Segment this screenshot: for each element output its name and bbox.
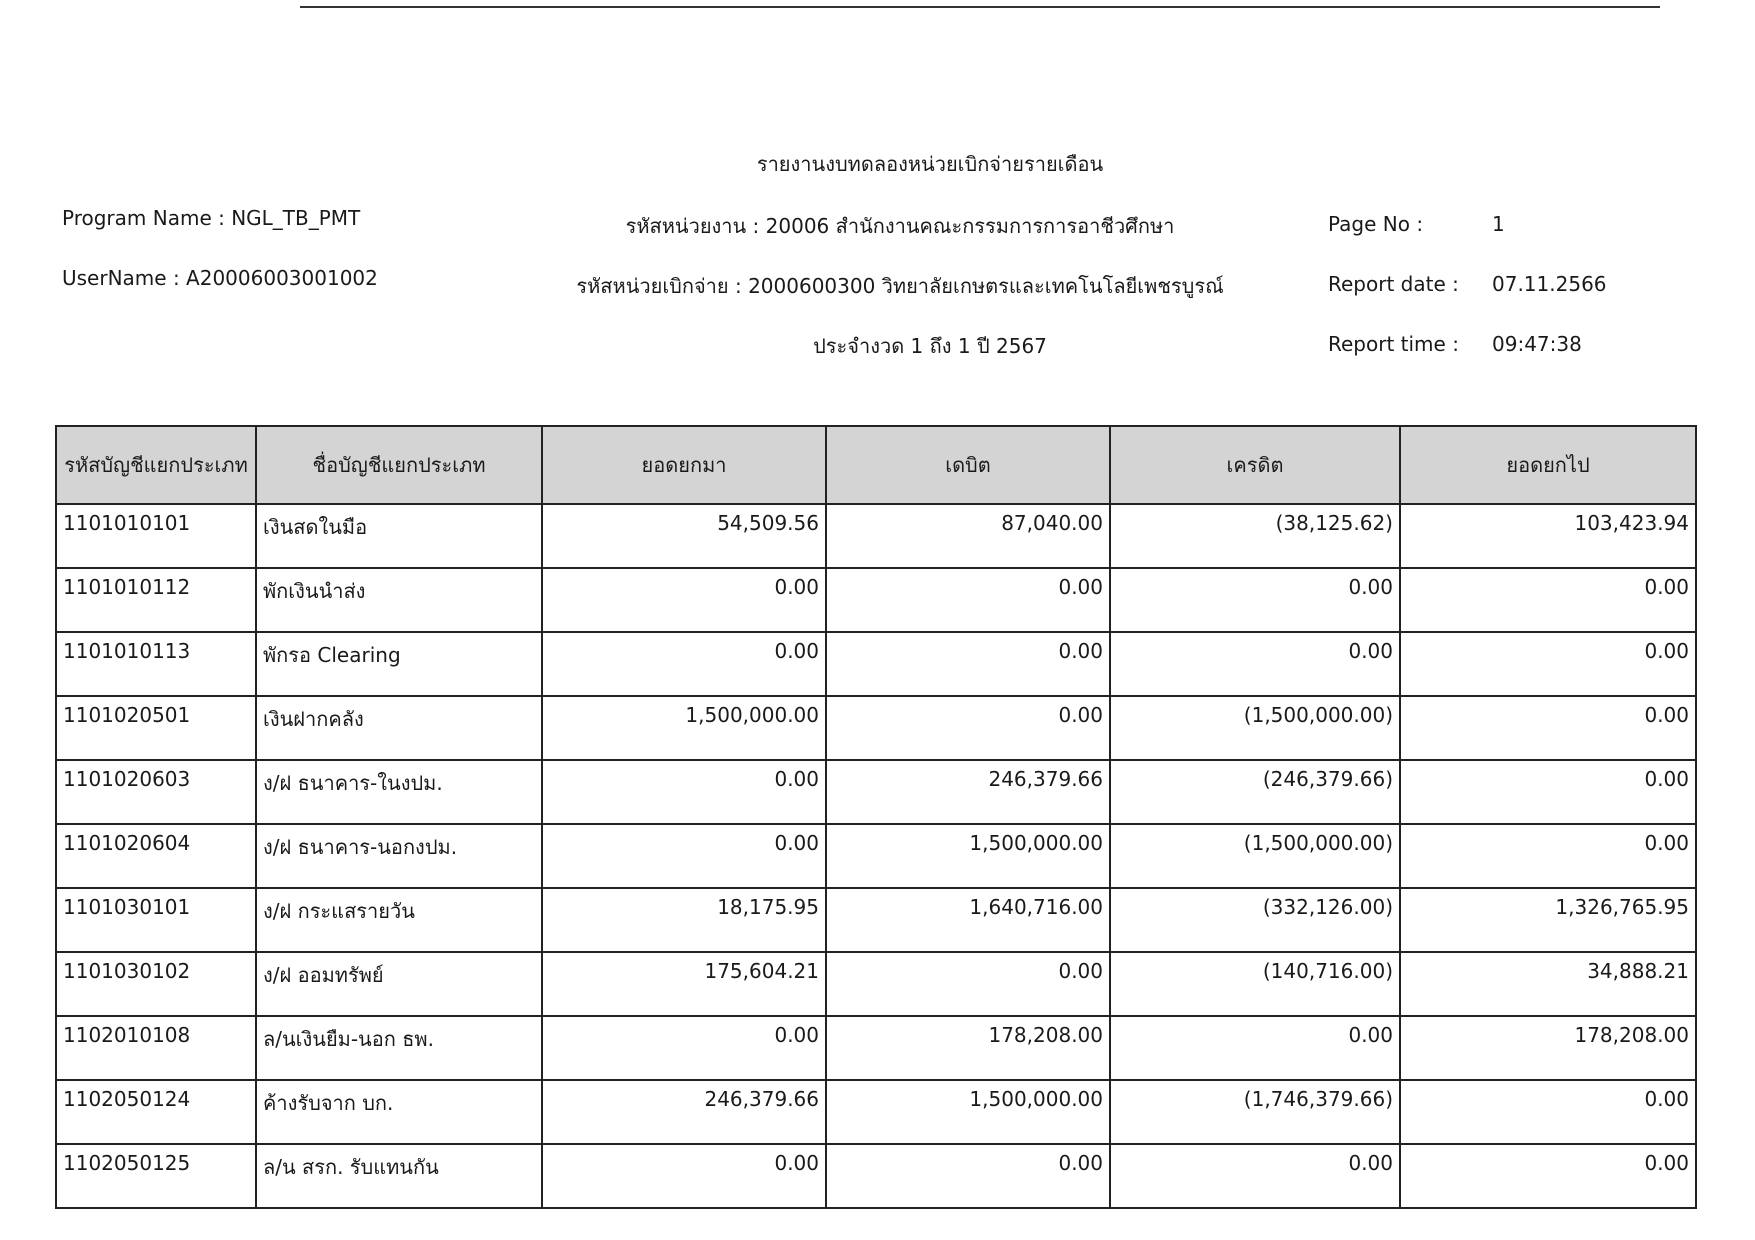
brought-forward: 0.00 xyxy=(542,760,826,824)
account-name: ง/ฝ ธนาคาร-นอกงปม. xyxy=(256,824,542,888)
table-row xyxy=(56,1144,1696,1208)
credit: (140,716.00) xyxy=(1110,952,1400,1016)
report-date-label: Report date : xyxy=(1328,272,1459,296)
debit: 0.00 xyxy=(826,1144,1110,1208)
carried-forward: 0.00 xyxy=(1400,632,1696,696)
debit: 0.00 xyxy=(826,952,1110,1016)
brought-forward: 0.00 xyxy=(542,632,826,696)
debit: 0.00 xyxy=(826,696,1110,760)
debit: 87,040.00 xyxy=(826,504,1110,568)
account-code: 1101030102 xyxy=(56,952,256,1016)
credit: 0.00 xyxy=(1110,1144,1400,1208)
trial-balance-table xyxy=(55,425,1697,1209)
carried-forward: 178,208.00 xyxy=(1400,1016,1696,1080)
col-credit: เครดิต xyxy=(1110,426,1400,504)
brought-forward: 54,509.56 xyxy=(542,504,826,568)
carried-forward: 0.00 xyxy=(1400,696,1696,760)
debit: 1,500,000.00 xyxy=(826,824,1110,888)
account-name: พักเงินนำส่ง xyxy=(256,568,542,632)
credit: 0.00 xyxy=(1110,632,1400,696)
account-name: ล/นเงินยืม-นอก ธพ. xyxy=(256,1016,542,1080)
account-name: เงินฝากคลัง xyxy=(256,696,542,760)
account-name: ค้างรับจาก บก. xyxy=(256,1080,542,1144)
carried-forward: 0.00 xyxy=(1400,1144,1696,1208)
credit: 0.00 xyxy=(1110,568,1400,632)
table-row xyxy=(56,504,1696,568)
carried-forward: 103,423.94 xyxy=(1400,504,1696,568)
carried-forward: 0.00 xyxy=(1400,568,1696,632)
carried-forward: 0.00 xyxy=(1400,1080,1696,1144)
brought-forward: 0.00 xyxy=(542,568,826,632)
table-row xyxy=(56,824,1696,888)
credit: (1,500,000.00) xyxy=(1110,824,1400,888)
col-account-name: ชื่อบัญชีแยกประเภท xyxy=(256,426,542,504)
program-name: Program Name : NGL_TB_PMT xyxy=(62,206,361,230)
account-code: 1102050124 xyxy=(56,1080,256,1144)
credit: (1,500,000.00) xyxy=(1110,696,1400,760)
table-header-row xyxy=(56,426,1696,504)
top-rule xyxy=(300,6,1660,8)
brought-forward: 18,175.95 xyxy=(542,888,826,952)
account-code: 1101020501 xyxy=(56,696,256,760)
brought-forward: 0.00 xyxy=(542,1144,826,1208)
report-time: 09:47:38 xyxy=(1492,332,1582,356)
account-code: 1101020603 xyxy=(56,760,256,824)
account-name: ง/ฝ ธนาคาร-ในงปม. xyxy=(256,760,542,824)
account-code: 1101010113 xyxy=(56,632,256,696)
carried-forward: 1,326,765.95 xyxy=(1400,888,1696,952)
brought-forward: 0.00 xyxy=(542,824,826,888)
brought-forward: 246,379.66 xyxy=(542,1080,826,1144)
account-name: เงินสดในมือ xyxy=(256,504,542,568)
credit: (38,125.62) xyxy=(1110,504,1400,568)
account-name: พักรอ Clearing xyxy=(256,632,542,696)
account-code: 1101010101 xyxy=(56,504,256,568)
table-row xyxy=(56,952,1696,1016)
credit: (1,746,379.66) xyxy=(1110,1080,1400,1144)
brought-forward: 1,500,000.00 xyxy=(542,696,826,760)
table-row xyxy=(56,632,1696,696)
credit: (332,126.00) xyxy=(1110,888,1400,952)
table-row xyxy=(56,888,1696,952)
agency-code: รหัสหน่วยงาน : 20006 สำนักงานคณะกรรมการการอาชีวศึกษา xyxy=(625,214,1175,238)
table-row xyxy=(56,1080,1696,1144)
debit: 0.00 xyxy=(826,632,1110,696)
credit: (246,379.66) xyxy=(1110,760,1400,824)
account-code: 1101020604 xyxy=(56,824,256,888)
table-row xyxy=(56,696,1696,760)
account-code: 1101030101 xyxy=(56,888,256,952)
account-code: 1102050125 xyxy=(56,1144,256,1208)
page-no: 1 xyxy=(1492,212,1505,236)
brought-forward: 175,604.21 xyxy=(542,952,826,1016)
report-title: รายงานงบทดลองหน่วยเบิกจ่ายรายเดือน xyxy=(756,152,1104,176)
account-name: ง/ฝ ออมทรัพย์ xyxy=(256,952,542,1016)
col-carried-forward: ยอดยกไป xyxy=(1400,426,1696,504)
col-debit: เดบิต xyxy=(826,426,1110,504)
table-row xyxy=(56,1016,1696,1080)
report-date: 07.11.2566 xyxy=(1492,272,1607,296)
col-brought-forward: ยอดยกมา xyxy=(542,426,826,504)
account-code: 1102010108 xyxy=(56,1016,256,1080)
table-row xyxy=(56,568,1696,632)
account-code: 1101010112 xyxy=(56,568,256,632)
report-period: ประจำงวด 1 ถึง 1 ปี 2567 xyxy=(813,334,1047,358)
credit: 0.00 xyxy=(1110,1016,1400,1080)
carried-forward: 0.00 xyxy=(1400,824,1696,888)
debit: 1,640,716.00 xyxy=(826,888,1110,952)
debit: 0.00 xyxy=(826,568,1110,632)
debit: 1,500,000.00 xyxy=(826,1080,1110,1144)
debit: 246,379.66 xyxy=(826,760,1110,824)
carried-forward: 34,888.21 xyxy=(1400,952,1696,1016)
user-name: UserName : A20006003001002 xyxy=(62,266,378,290)
account-name: ง/ฝ กระแสรายวัน xyxy=(256,888,542,952)
debit: 178,208.00 xyxy=(826,1016,1110,1080)
page-no-label: Page No : xyxy=(1328,212,1424,236)
brought-forward: 0.00 xyxy=(542,1016,826,1080)
report-time-label: Report time : xyxy=(1328,332,1459,356)
table-row xyxy=(56,760,1696,824)
account-name: ล/น สรก. รับแทนกัน xyxy=(256,1144,542,1208)
disbursement-unit: รหัสหน่วยเบิกจ่าย : 2000600300 วิทยาลัยเกษตรและเทคโนโลยีเพชรบูรณ์ xyxy=(576,274,1224,298)
col-account-code: รหัสบัญชีแยกประเภท xyxy=(56,426,256,504)
carried-forward: 0.00 xyxy=(1400,760,1696,824)
